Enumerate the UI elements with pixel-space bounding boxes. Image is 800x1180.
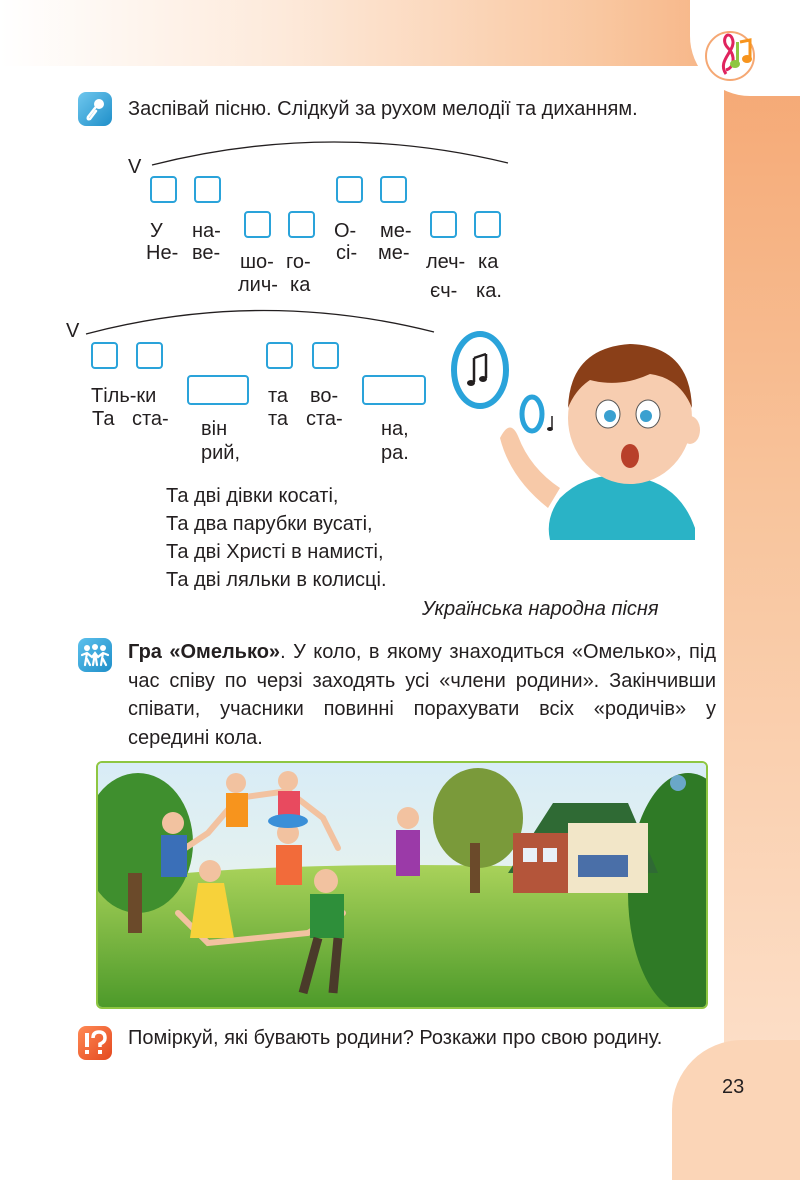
verse-line: Та дві дівки косаті, [166, 485, 339, 507]
verse-line: Та два парубки вусаті, [166, 513, 373, 535]
lyric-syllable: У [150, 220, 163, 242]
lyric-syllable: ста- [132, 408, 169, 430]
lyric-syllable: го- [286, 251, 311, 273]
long-note-box [362, 375, 426, 405]
children-icon [78, 638, 112, 672]
lyric-syllable: ка [478, 251, 499, 273]
lyric-syllable: ка. [476, 280, 502, 302]
lyric-syllable: єч- [430, 280, 458, 302]
lyric-syllable: на, [381, 418, 409, 440]
page-number: 23 [722, 1076, 745, 1098]
game-title: Гра «Омелько» [128, 641, 281, 663]
song-credit: Українська народна пісня [422, 598, 659, 620]
lyric-syllable: ме- [380, 220, 412, 242]
question-icon [78, 1026, 112, 1060]
lyric-syllable: во- [310, 385, 339, 407]
lyric-syllable: ме- [378, 242, 410, 264]
verse-line: Та дві ляльки в колисці. [166, 569, 387, 591]
lyric-syllable: Та [92, 408, 115, 430]
lyric-syllable: ве- [192, 242, 221, 264]
singing-instruction: Заспівай пісню. Слідкуй за рухом мелодії та диханням. [128, 98, 638, 120]
lyric-syllable: та [268, 385, 289, 407]
lyric-syllable: леч- [426, 251, 466, 273]
note-box [136, 342, 163, 369]
breath-mark: V [128, 156, 142, 178]
lyric-syllable: він [201, 418, 228, 440]
lyric-syllable: на- [192, 220, 221, 242]
phrase-arc [84, 300, 436, 340]
note-box [312, 342, 339, 369]
lyric-syllable: ка [290, 274, 311, 296]
question-text: Поміркуй, які бувають родини? Розкажи про свою родину. [128, 1027, 663, 1049]
lyric-syllable: Тіль-ки [91, 385, 157, 407]
lyric-syllable: О- [334, 220, 357, 242]
long-note-box [187, 375, 249, 405]
lyric-syllable: рий, [201, 442, 241, 464]
lyric-syllable: ра. [381, 442, 409, 464]
game-text: . У коло, в якому знаходиться «Омелько», під час співу по черзі заходять усі «члени родини». Закінчивши співати, учасники повинні порахувати всіх «родичів» у середині кола. [128, 641, 717, 749]
lyric-syllable: ста- [306, 408, 343, 430]
children-dancing-image [98, 763, 706, 1007]
round-dance-illustration [96, 761, 708, 1009]
note-box [91, 342, 118, 369]
breath-mark: V [66, 320, 80, 342]
page-corner-decoration [672, 1040, 800, 1180]
game-description [128, 638, 716, 752]
note-box [266, 342, 293, 369]
singing-boy-illustration [440, 318, 710, 540]
lyric-syllable: та [268, 408, 289, 430]
lyric-syllable: сі- [336, 242, 358, 264]
lyric-syllable: Не- [146, 242, 179, 264]
lyric-syllable: шо- [240, 251, 274, 273]
verse-line: Та дві Христі в намисті, [166, 541, 384, 563]
lyric-syllable: лич- [238, 274, 278, 296]
